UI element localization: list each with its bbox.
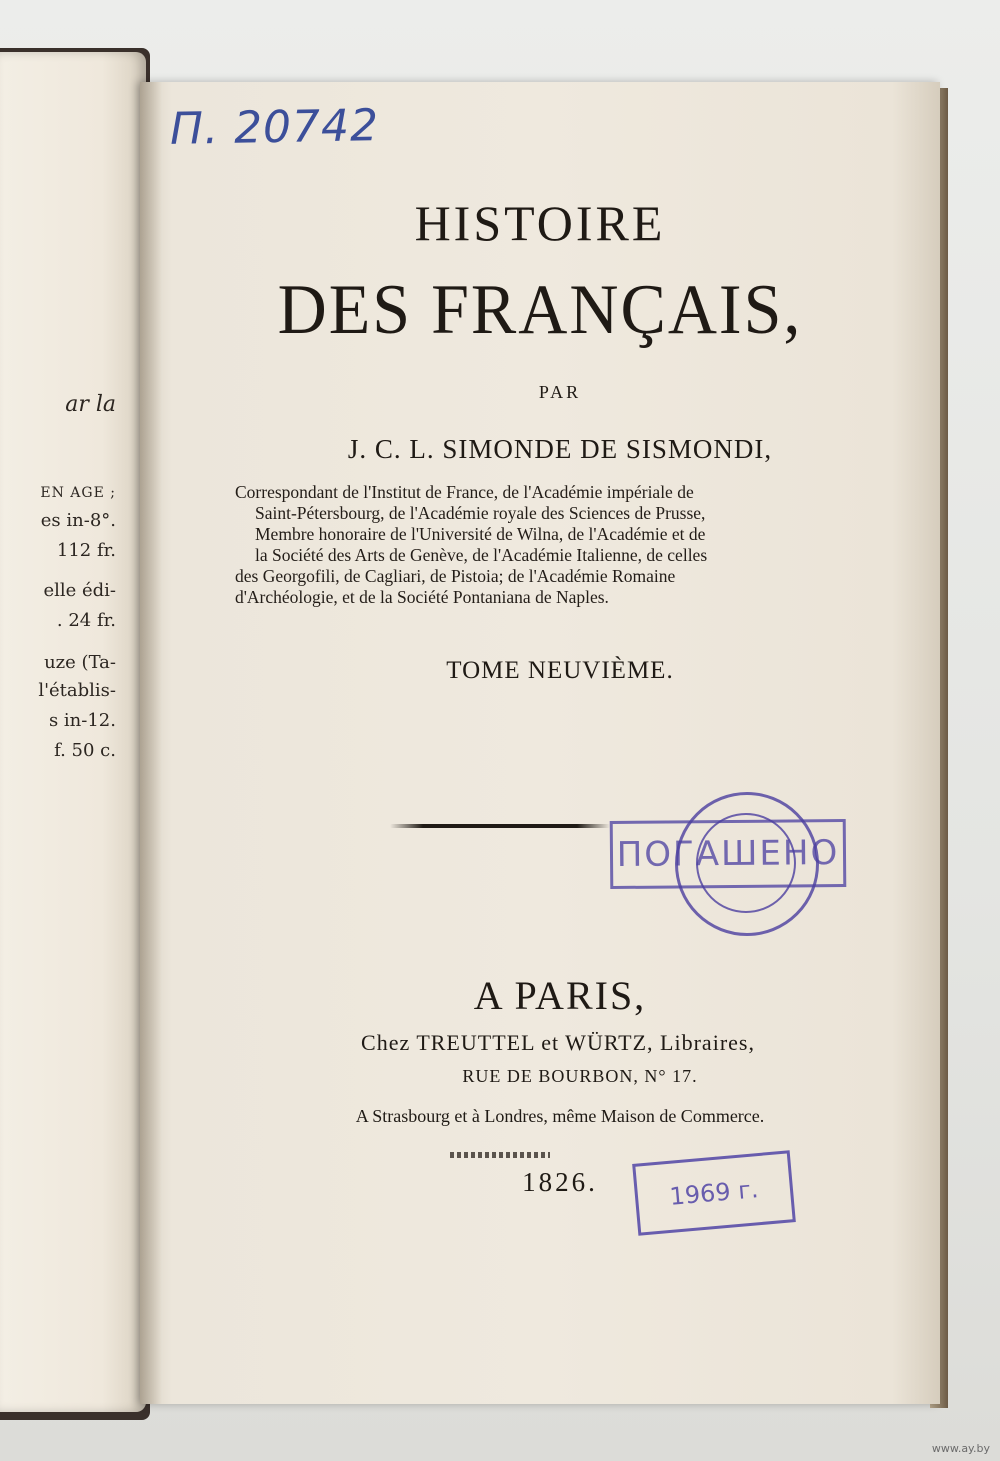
library-seal-stamp bbox=[675, 792, 819, 936]
library-shelfmark: П. 20742 bbox=[169, 100, 380, 155]
title-line-2: DES FRANÇAIS, bbox=[277, 269, 803, 349]
imprint-year: 1826. bbox=[522, 1167, 598, 1197]
credential-line: la Société des Arts de Genève, de l'Académie Italienne, de celles bbox=[255, 545, 708, 565]
left-page-line: uze (Ta- bbox=[44, 652, 116, 673]
imprint-branches: A Strasbourg et à Londres, même Maison de Commerce. bbox=[355, 1106, 765, 1126]
left-page bbox=[0, 52, 146, 1412]
left-page-line: 112 fr. bbox=[56, 540, 116, 561]
imprint-address: RUE DE BOURBON, N° 17. bbox=[462, 1066, 698, 1086]
left-page-line: ar la bbox=[65, 392, 116, 417]
author-name: J. C. L. SIMONDE DE SISMONDI, bbox=[347, 434, 773, 464]
left-page-line: EN AGE ; bbox=[40, 485, 116, 501]
cancellation-stamp: ПОГАШЕНО bbox=[610, 819, 847, 889]
credential-line: Saint-Pétersbourg, de l'Académie royale des Sciences de Prusse, bbox=[255, 503, 706, 523]
credential-line: d'Archéologie, et de la Société Pontaniana de Naples. bbox=[235, 587, 609, 607]
left-page-line: l'établis- bbox=[38, 680, 116, 701]
left-page-line: elle édi- bbox=[43, 580, 116, 601]
ornament-divider bbox=[450, 1152, 550, 1158]
site-watermark: www.ay.by bbox=[931, 1442, 990, 1455]
title-page bbox=[140, 82, 940, 1404]
decorative-rule bbox=[390, 824, 610, 828]
title-line-1: HISTOIRE bbox=[414, 195, 666, 251]
volume-number: TOME NEUVIÈME. bbox=[446, 657, 674, 684]
author-credentials bbox=[235, 482, 795, 608]
credential-line: Correspondant de l'Institut de France, de l'Académie impériale de bbox=[235, 482, 694, 502]
by-line: PAR bbox=[538, 382, 582, 402]
credential-line: Membre honoraire de l'Université de Wilna, de l'Académie et de bbox=[255, 524, 706, 544]
credential-line: des Georgofili, de Cagliari, de Pistoia; de l'Académie Romaine bbox=[235, 566, 676, 586]
left-page-line: . 24 fr. bbox=[56, 610, 116, 631]
imprint-city: A PARIS, bbox=[473, 973, 647, 1018]
imprint-publisher: Chez TREUTTEL et WÜRTZ, Libraires, bbox=[361, 1030, 755, 1055]
left-page-line: es in-8°. bbox=[40, 510, 116, 531]
left-page-line: f. 50 c. bbox=[54, 740, 116, 761]
acquisition-year-stamp: 1969 г. bbox=[632, 1150, 796, 1235]
left-page-line: s in-12. bbox=[48, 710, 116, 731]
